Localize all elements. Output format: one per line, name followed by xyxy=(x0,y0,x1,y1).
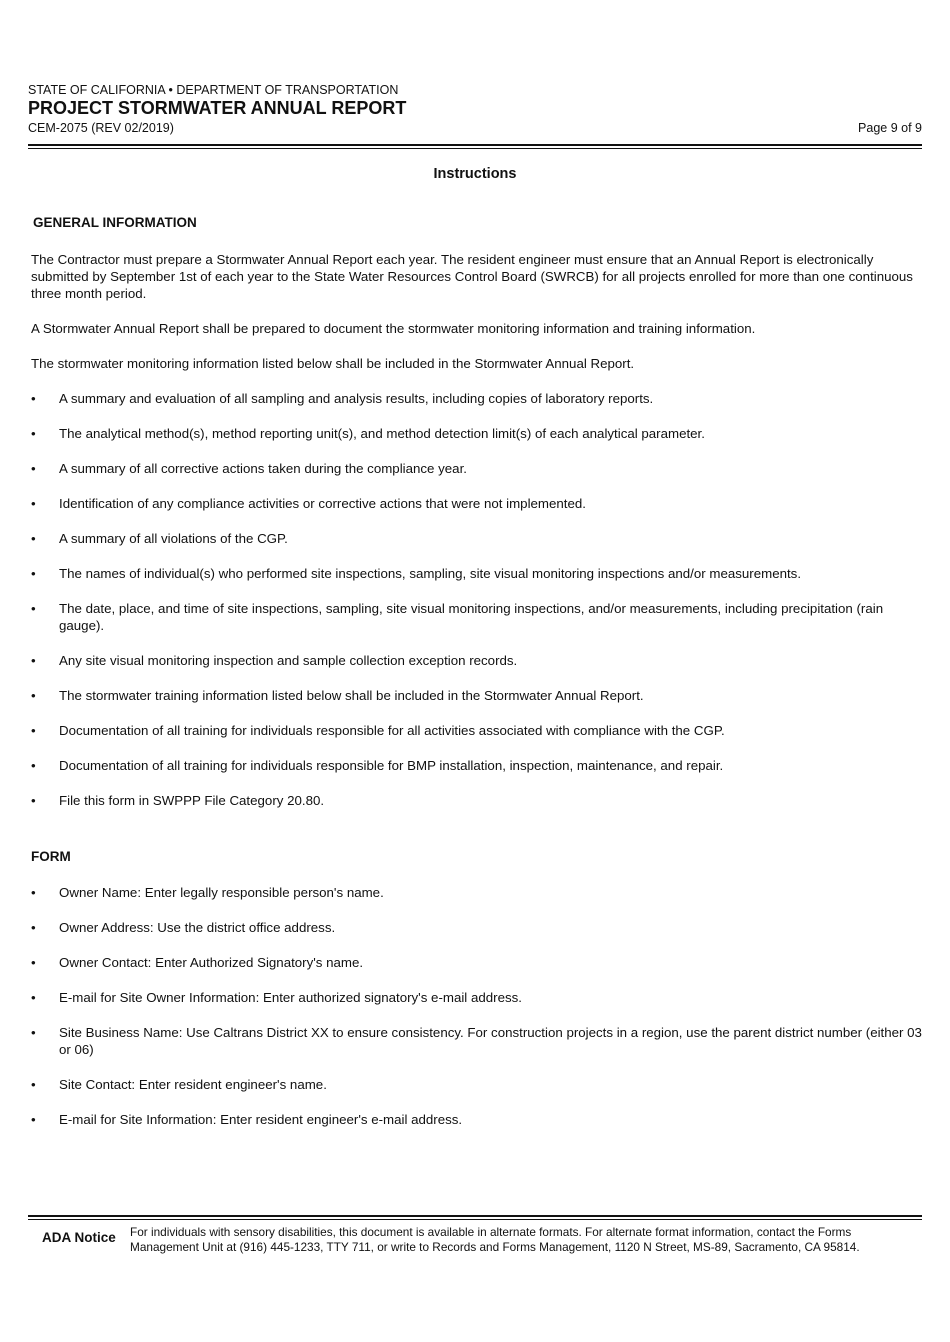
list-item: • Site Contact: Enter resident engineer's name. xyxy=(31,1077,327,1092)
ada-notice xyxy=(28,1224,922,1255)
bullet-icon: • xyxy=(31,601,36,616)
header-divider xyxy=(28,144,922,149)
ada-notice-label: ADA Notice xyxy=(42,1230,116,1245)
form-heading: FORM xyxy=(31,849,71,864)
bullet-icon: • xyxy=(31,1112,36,1127)
list-item: • Site Business Name: Use Caltrans District XX to ensure consistency. For construction projects in a region, use the parent district number (either 03 or 06) xyxy=(31,1025,922,1057)
bullet-icon: • xyxy=(31,758,36,773)
general-paragraph: A Stormwater Annual Report shall be prepared to document the stormwater monitoring information and training information. xyxy=(31,321,756,336)
footer-divider xyxy=(28,1215,922,1220)
list-item: • Owner Contact: Enter Authorized Signatory's name. xyxy=(31,955,364,970)
bullet-icon: • xyxy=(31,723,36,738)
list-item: • File this form in SWPPP File Category 20.80. xyxy=(31,793,325,808)
list-item: • Identification of any compliance activities or corrective actions that were not implemented. xyxy=(31,496,586,511)
instructions-body xyxy=(31,214,923,1128)
list-item: • Any site visual monitoring inspection and sample collection exception records. xyxy=(31,653,518,668)
agency-line: STATE OF CALIFORNIA • DEPARTMENT OF TRANSPORTATION xyxy=(28,83,399,97)
general-paragraph: The stormwater monitoring information listed below shall be included in the Stormwater Annual Report. xyxy=(31,356,635,371)
form-info-row xyxy=(28,120,922,136)
list-item: • Documentation of all training for individuals responsible for BMP installation, inspection, maintenance, and repair. xyxy=(31,758,724,773)
bullet-icon: • xyxy=(31,391,36,406)
bullet-icon: • xyxy=(31,461,36,476)
bullet-icon: • xyxy=(31,955,36,970)
bullet-icon: • xyxy=(31,566,36,581)
list-item: • E-mail for Site Owner Information: Enter authorized signatory's e-mail address. xyxy=(31,990,522,1005)
list-item: • Owner Address: Use the district office address. xyxy=(31,920,336,935)
bullet-icon: • xyxy=(31,920,36,935)
list-item: • A summary of all violations of the CGP. xyxy=(31,531,288,546)
general-information-heading: GENERAL INFORMATION xyxy=(33,215,197,230)
report-title: PROJECT STORMWATER ANNUAL REPORT xyxy=(28,98,407,118)
list-item: • E-mail for Site Information: Enter resident engineer's e-mail address. xyxy=(31,1112,463,1127)
bullet-icon: • xyxy=(31,426,36,441)
list-item: • Owner Name: Enter legally responsible person's name. xyxy=(31,885,384,900)
bullet-icon: • xyxy=(31,688,36,703)
bullet-icon: • xyxy=(31,990,36,1005)
bullet-icon: • xyxy=(31,1077,36,1092)
ada-notice-text: For individuals with sensory disabilities, this document is available in alternate formats. For alternate format information, contact the Forms Management Unit at (916) 445-1233, TTY 711, or write to Records and Forms Management, 1120 N Street, MS-89, Sacramento, CA 95814. xyxy=(130,1225,860,1254)
page-number: Page 9 of 9 xyxy=(858,121,922,135)
list-item: • A summary and evaluation of all sampling and analysis results, including copies of laboratory reports. xyxy=(31,391,654,406)
monitoring-list xyxy=(31,390,923,809)
list-item: • The analytical method(s), method reporting unit(s), and method detection limit(s) of each analytical parameter. xyxy=(31,426,705,441)
bullet-icon: • xyxy=(31,496,36,511)
bullet-icon: • xyxy=(31,1025,36,1040)
list-item: • The date, place, and time of site inspections, sampling, site visual monitoring inspections, and/or measurements, including precipitation (rain gauge). xyxy=(31,601,884,633)
list-item: • The names of individual(s) who performed site inspections, sampling, site visual monitoring inspections and/or measurements. xyxy=(31,566,802,581)
bullet-icon: • xyxy=(31,653,36,668)
list-item: • The stormwater training information listed below shall be included in the Stormwater Annual Report. xyxy=(31,688,644,703)
form-number: CEM-2075 (REV 02/2019) xyxy=(28,121,174,135)
general-paragraph: The Contractor must prepare a Stormwater Annual Report each year. The resident engineer must ensure that an Annual Report is electronically submitted by September 1st of each year to the State Water Resources Control Board (SWRCB) for all projects enrolled for more than one continuous three month period. xyxy=(31,252,913,301)
form-fields-list xyxy=(31,884,923,1128)
instructions-title: Instructions xyxy=(433,166,517,182)
bullet-icon: • xyxy=(31,531,36,546)
bullet-icon: • xyxy=(31,793,36,808)
list-item: • A summary of all corrective actions taken during the compliance year. xyxy=(31,461,467,476)
form-header xyxy=(28,83,922,136)
bullet-icon: • xyxy=(31,885,36,900)
list-item: • Documentation of all training for individuals responsible for all activities associated with compliance with the CGP. xyxy=(31,723,725,738)
